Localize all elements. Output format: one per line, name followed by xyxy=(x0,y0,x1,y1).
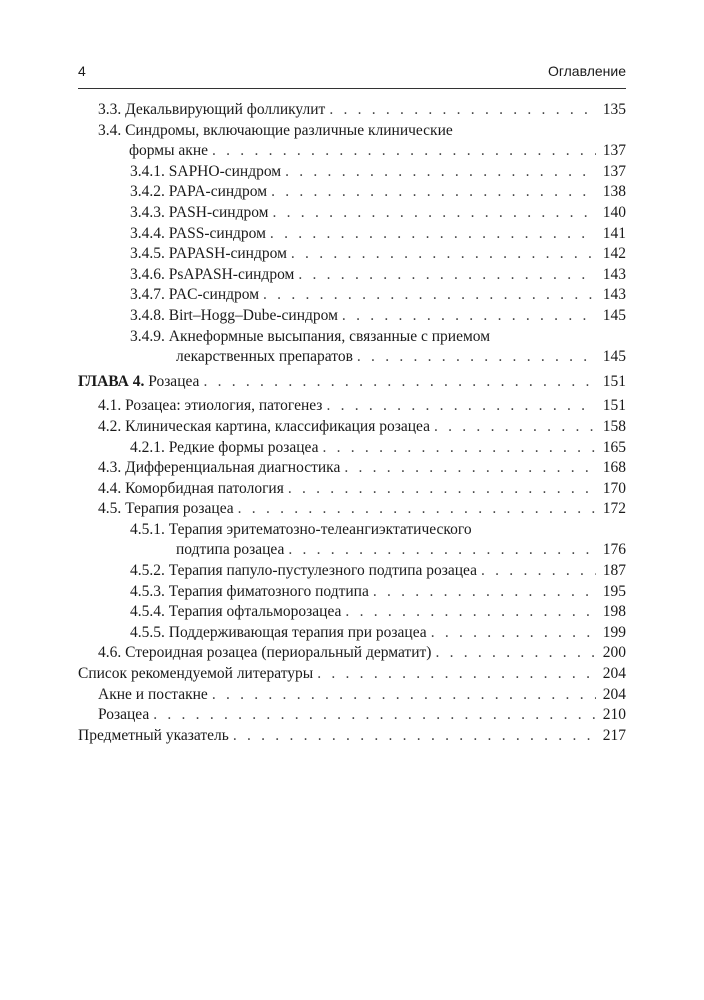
dot-leader xyxy=(285,162,596,183)
dot-leader xyxy=(342,306,596,327)
toc-entry xyxy=(78,141,626,162)
toc-entry-title: Список рекомендуемой литературы xyxy=(78,665,314,683)
toc-entry-title-continued: формы акне xyxy=(129,142,208,160)
toc-entry-title: 3.4.2. PAPA-синдром xyxy=(130,183,268,201)
toc-entry-page: 151 xyxy=(602,372,626,390)
toc-entry-title: 3.4.6. PsAPASH-синдром xyxy=(130,265,295,283)
toc-entry-page: 187 xyxy=(602,562,626,580)
dot-leader xyxy=(434,417,596,438)
dot-leader xyxy=(238,499,596,520)
toc-entry xyxy=(78,285,626,306)
table-of-contents xyxy=(78,100,626,746)
toc-entry xyxy=(78,540,626,561)
toc-entry-title: 4.4. Коморбидная патология xyxy=(98,479,284,497)
chapter-label: ГЛАВА 4. xyxy=(78,372,145,390)
toc-entry-title: 4.2.1. Редкие формы розацеа xyxy=(130,438,319,456)
toc-entry-page: 145 xyxy=(602,306,626,324)
toc-entry xyxy=(78,582,626,603)
running-title: Оглавление xyxy=(547,63,626,79)
dot-leader xyxy=(357,347,596,368)
toc-entry xyxy=(78,396,626,417)
toc-entry xyxy=(78,499,626,520)
toc-entry xyxy=(78,182,626,203)
dot-leader xyxy=(435,643,596,664)
toc-entry-page: 158 xyxy=(602,417,626,435)
dot-leader xyxy=(273,203,597,224)
toc-entry-line xyxy=(78,121,626,142)
toc-entry-page: 199 xyxy=(602,623,626,641)
toc-entry-page: 135 xyxy=(602,101,626,118)
toc-entry-page: 137 xyxy=(602,142,626,160)
toc-entry-title: 4.5.5. Поддерживающая терапия при розацеа xyxy=(130,623,427,641)
toc-entry xyxy=(78,224,626,245)
toc-entry xyxy=(78,458,626,479)
toc-entry-title: 4.3. Дифференциальная диагностика xyxy=(98,459,341,477)
dot-leader xyxy=(481,561,596,582)
toc-entry-title: 4.2. Клиническая картина, классификация розацеа xyxy=(98,417,430,435)
toc-entry-page: 195 xyxy=(602,582,626,600)
toc-entry-title: 4.5.1. Терапия эритематозно-телеангиэктатического xyxy=(130,520,472,538)
toc-entry xyxy=(78,438,626,459)
toc-entry-page: 176 xyxy=(602,541,626,559)
toc-entry-title: 3.4.4. PASS-синдром xyxy=(130,224,266,242)
toc-entry xyxy=(78,265,626,286)
toc-entry-page: 143 xyxy=(602,286,626,304)
toc-entry xyxy=(78,643,626,664)
toc-entry xyxy=(78,244,626,265)
toc-entry-page: 140 xyxy=(602,203,626,221)
toc-entry xyxy=(78,417,626,438)
toc-entry-page: 198 xyxy=(602,603,626,621)
toc-entry-title: Предметный указатель xyxy=(78,726,229,744)
chapter-title: Розацеа xyxy=(148,372,200,390)
toc-entry-title: 3.4.9. Акнеформные высыпания, связанные с приемом xyxy=(130,327,491,345)
toc-entry-title: Розацеа xyxy=(98,706,150,724)
toc-entry-title: 3.4.3. PASH-синдром xyxy=(130,203,269,221)
toc-entry-page: 138 xyxy=(602,183,626,201)
toc-entry-page: 137 xyxy=(602,162,626,180)
toc-entry xyxy=(78,623,626,644)
dot-leader xyxy=(344,458,596,479)
toc-entry xyxy=(78,726,626,747)
toc-entry-page: 151 xyxy=(602,397,626,415)
toc-entry xyxy=(78,685,626,706)
toc-entry-page: 143 xyxy=(602,265,626,283)
dot-leader xyxy=(212,685,596,706)
dot-leader xyxy=(153,705,596,726)
page-header xyxy=(78,63,626,83)
dot-leader xyxy=(288,540,596,561)
dot-leader xyxy=(322,438,596,459)
toc-entry-page: 172 xyxy=(602,500,626,518)
toc-entry-title: 4.6. Стероидная розацеа (периоральный дерматит) xyxy=(98,644,432,662)
toc-entry-title: Акне и постакне xyxy=(98,685,208,703)
toc-entry xyxy=(78,162,626,183)
toc-entry xyxy=(78,561,626,582)
toc-entry-page: 141 xyxy=(602,224,626,242)
dot-leader xyxy=(298,265,596,286)
toc-entry-title: 4.5.4. Терапия офтальморозацеа xyxy=(130,603,342,621)
dot-leader xyxy=(373,582,596,603)
toc-entry xyxy=(78,306,626,327)
toc-entry-title: 4.1. Розацеа: этиология, патогенез xyxy=(98,397,323,415)
dot-leader xyxy=(329,100,596,121)
toc-entry-page: 145 xyxy=(602,348,626,366)
toc-entry-title: 4.5.3. Терапия фиматозного подтипа xyxy=(130,582,369,600)
toc-entry-title: 3.4.8. Birt–Hogg–Dube-синдром xyxy=(130,306,338,324)
toc-entry-title: 3.4.7. PAC-синдром xyxy=(130,286,260,304)
dot-leader xyxy=(345,602,596,623)
toc-entry-line xyxy=(78,327,626,348)
dot-leader xyxy=(233,726,596,747)
toc-chapter-entry xyxy=(78,372,626,393)
toc-entry xyxy=(78,705,626,726)
toc-entry-title: 3.3. Декальвирующий фолликулит xyxy=(98,101,326,118)
dot-leader xyxy=(326,396,596,417)
toc-entry xyxy=(78,100,626,121)
toc-entry-title-continued: подтипа розацеа xyxy=(176,541,285,559)
toc-entry-title-continued: лекарственных препаратов xyxy=(176,348,353,366)
dot-leader xyxy=(203,372,596,393)
toc-entry-page: 210 xyxy=(602,706,626,724)
toc-entry xyxy=(78,347,626,368)
toc-entry-line xyxy=(78,520,626,541)
toc-entry-page: 204 xyxy=(602,665,626,683)
header-rule xyxy=(78,88,626,89)
toc-entry xyxy=(78,479,626,500)
toc-chapter-title xyxy=(78,372,199,393)
toc-entry-title: 3.4.1. SAPHO-синдром xyxy=(130,162,282,180)
toc-entry-page: 168 xyxy=(602,459,626,477)
toc-entry-title: 3.4. Синдромы, включающие различные клинические xyxy=(98,121,453,139)
toc-entry-page: 217 xyxy=(602,726,626,744)
toc-entry-page: 165 xyxy=(602,438,626,456)
toc-entry xyxy=(78,602,626,623)
toc-entry-page: 170 xyxy=(602,479,626,497)
dot-leader xyxy=(291,244,596,265)
dot-leader xyxy=(270,224,596,245)
dot-leader xyxy=(317,664,596,685)
dot-leader xyxy=(271,182,596,203)
toc-entry xyxy=(78,664,626,685)
toc-entry-title: 4.5.2. Терапия папуло-пустулезного подтипа розацеа xyxy=(130,562,477,580)
toc-entry-title: 3.4.5. PAPASH-синдром xyxy=(130,245,287,263)
dot-leader xyxy=(212,141,596,162)
dot-leader xyxy=(263,285,596,306)
dot-leader xyxy=(431,623,596,644)
toc-entry-page: 200 xyxy=(602,644,626,662)
toc-entry-page: 142 xyxy=(602,245,626,263)
dot-leader xyxy=(288,479,596,500)
toc-entry xyxy=(78,203,626,224)
toc-entry-title: 4.5. Терапия розацеа xyxy=(98,500,234,518)
toc-entry-page: 204 xyxy=(602,685,626,703)
page-number: 4 xyxy=(78,63,86,79)
